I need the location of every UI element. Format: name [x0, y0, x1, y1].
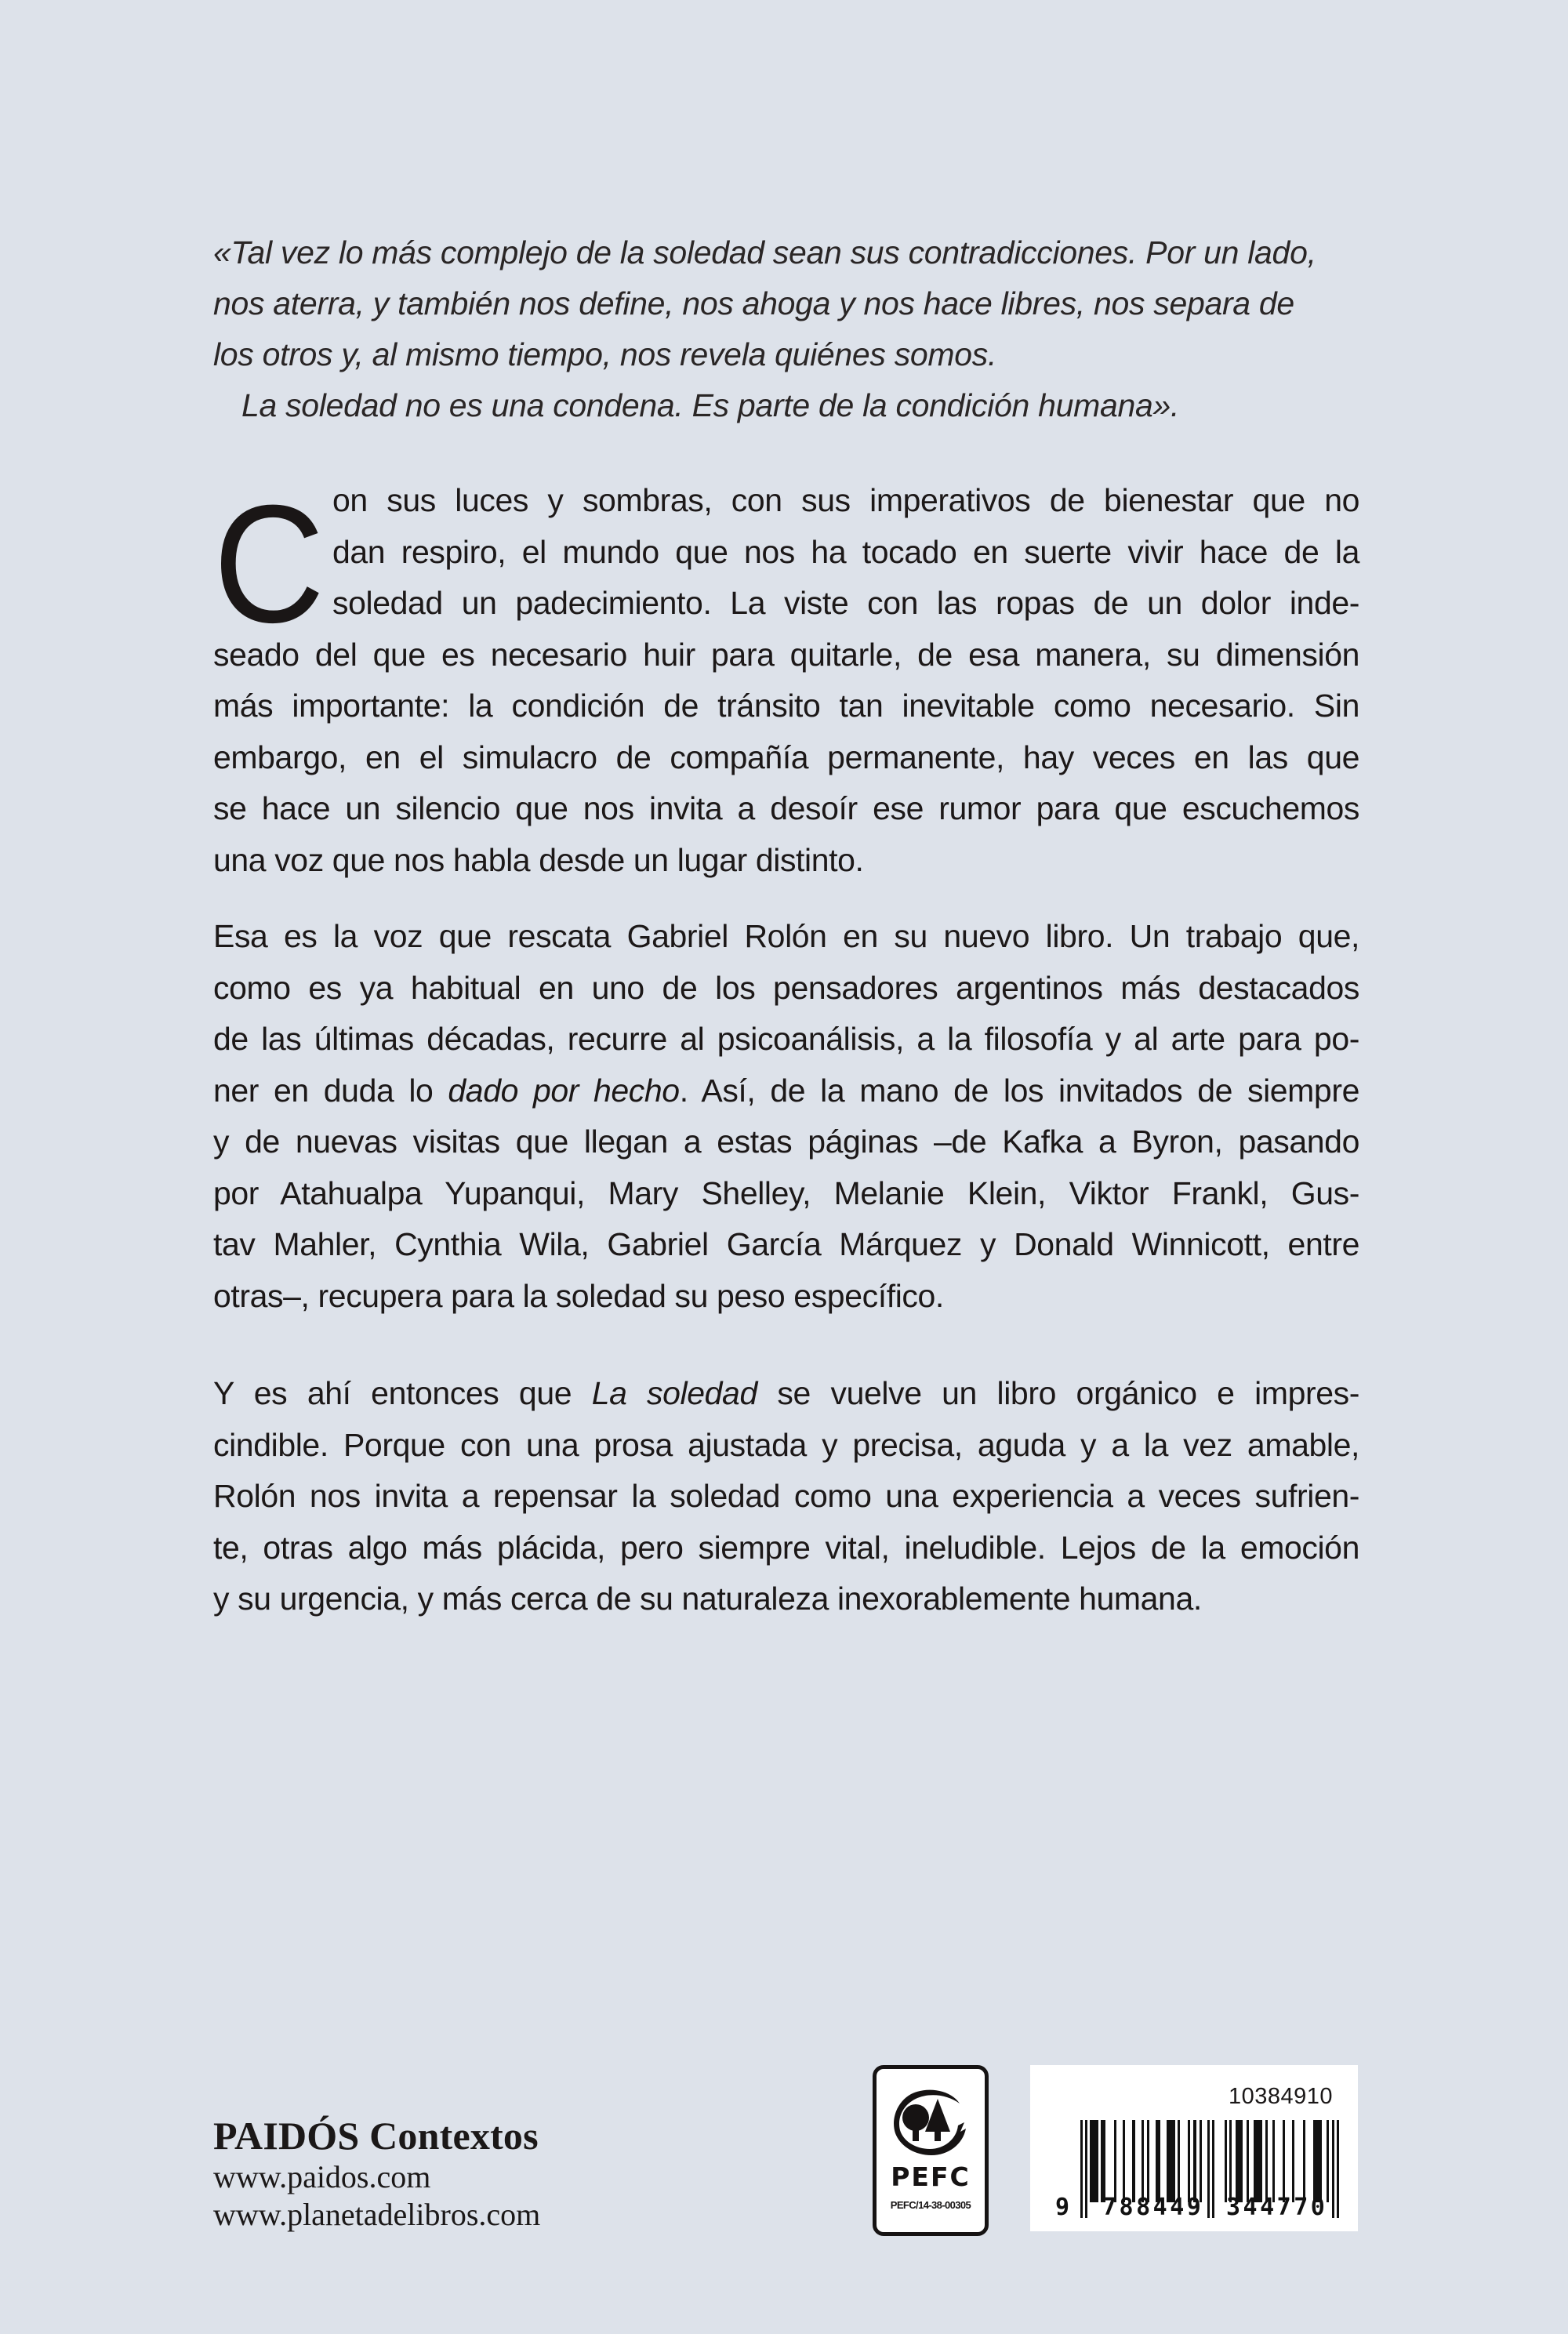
paragraph-line: otras–, recupera para la soledad su peso específico. [213, 1277, 944, 1314]
paragraph-line: Esa es la voz que rescata Gabriel Rolón en su nuevo libro. Un trabajo que, [213, 918, 1359, 954]
text-run: . Así, de la mano de los invitados de siempre [679, 1072, 1359, 1109]
paragraph-line: y su urgencia, y más cerca de su naturaleza inexorablemente humana. [213, 1581, 1202, 1617]
paragraph-line [213, 1368, 1359, 1420]
isbn-first-digit: 9 [1055, 2194, 1070, 2221]
paragraph-line: por Atahualpa Yupanqui, Mary Shelley, Melanie Klein, Viktor Frankl, Gus- [213, 1174, 1359, 1211]
paragraph-line: como es ya habitual en uno de los pensadores argentinos más destacados [213, 969, 1359, 1006]
paragraph-line: dan respiro, el mundo que nos ha tocado en suerte vivir hace de la [332, 533, 1359, 570]
publisher-brand: PAIDÓS Contextos [213, 2114, 539, 2158]
paragraph-line: tav Mahler, Cynthia Wila, Gabriel García Márquez y Donald Winnicott, entre [213, 1226, 1359, 1262]
paragraph-line: se hace un silencio que nos invita a desoír ese rumor para que escuchemos [213, 790, 1359, 826]
paragraph-line: y de nuevas visitas que llegan a estas páginas –de Kafka a Byron, pasando [213, 1123, 1359, 1160]
quote-line: nos aterra, y también nos define, nos ahoga y nos hace libres, nos separa de [213, 285, 1294, 321]
drop-cap: C [213, 470, 325, 658]
paragraph-line: cindible. Porque con una prosa ajustada y precisa, aguda y a la vez amable, [213, 1426, 1359, 1463]
paragraph-line: on sus luces y sombras, con sus imperativos de bienestar que no [332, 482, 1359, 518]
paragraph-line [213, 1065, 1359, 1117]
pefc-code: PEFC/14-38-00305 [890, 2199, 971, 2211]
text-run: Y es ahí entonces que [213, 1375, 592, 1411]
quote-line: los otros y, al mismo tiempo, nos revela quiénes somos. [213, 336, 997, 372]
pefc-trees-logo-icon [887, 2086, 974, 2158]
emphasis-book-title: La soledad [591, 1375, 757, 1411]
publisher-url[interactable]: www.paidos.com [213, 2159, 431, 2194]
publisher-url[interactable]: www.planetadelibros.com [213, 2197, 541, 2232]
paragraph-2 [213, 911, 1359, 1322]
isbn-barcode [1030, 2065, 1358, 2231]
text-run: se vuelve un libro orgánico e impres- [757, 1375, 1359, 1411]
paragraph-line: una voz que nos habla desde un lugar distinto. [213, 841, 864, 878]
isbn-left-digits: 788449 [1102, 2194, 1204, 2221]
paragraph-line: Rolón nos invita a repensar la soledad como una experiencia a veces sufrien- [213, 1478, 1359, 1514]
pefc-label: PEFC [891, 2162, 971, 2192]
paragraph-1 [213, 470, 1359, 886]
paragraph-line: de las últimas décadas, recurre al psicoanálisis, a la filosofía y al arte para po- [213, 1021, 1359, 1057]
paragraph-line: soledad un padecimiento. La viste con las ropas de un dolor inde- [332, 585, 1359, 621]
quote-line: La soledad no es una condena. Es parte de la condición humana». [241, 387, 1180, 423]
isbn-right-digits: 344770 [1226, 2194, 1328, 2221]
paragraph-3 [213, 1368, 1359, 1625]
paragraph-line: más importante: la condición de tránsito tan inevitable como necesario. Sin [213, 688, 1359, 724]
internal-code: 10384910 [1228, 2084, 1333, 2109]
publisher-block [213, 2113, 540, 2234]
quote-line: «Tal vez lo más complejo de la soledad sean sus contradicciones. Por un lado, [213, 234, 1316, 270]
emphasis-dado-por-hecho: dado por hecho [448, 1072, 680, 1109]
epigraph-quote [213, 227, 1359, 431]
text-run: ner en duda lo [213, 1072, 448, 1109]
pefc-certification-badge [873, 2065, 989, 2236]
paragraph-line: te, otras algo más plácida, pero siempre vital, ineludible. Lejos de la emoción [213, 1529, 1359, 1566]
paragraph-line: embargo, en el simulacro de compañía permanente, hay veces en las que [213, 739, 1359, 775]
paragraph-line: seado del que es necesario huir para quitarle, de esa manera, su dimensión [213, 636, 1359, 673]
